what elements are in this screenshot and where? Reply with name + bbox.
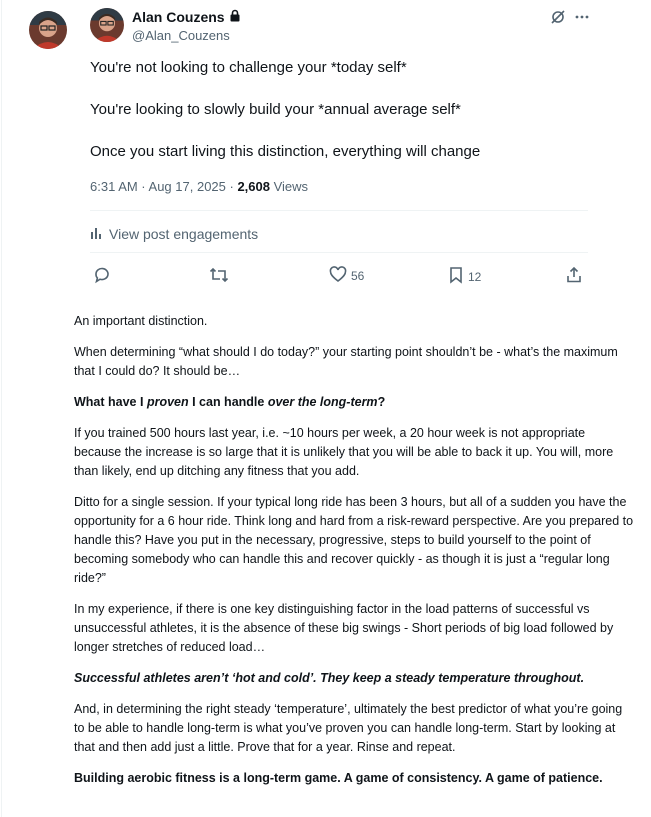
bookmark-button[interactable]: [448, 266, 481, 287]
bookmark-count: 12: [468, 269, 482, 284]
heading-emphasis: proven: [146, 395, 189, 409]
paragraph-heading: [74, 393, 634, 412]
view-engagements-label: View post engagements: [109, 226, 259, 242]
post-text-line: Once you start living this distinction, everything will change: [90, 143, 481, 160]
paragraph: Ditto for a single session. If your typical long ride has been 3 hours, but all of a sudden you have the opportunity for a 6 hour ride. Think long and hard from a risk-reward perspective. Are you prepared to handle this? Have you put in the necessary, progressive, steps to build yourself to the point of becoming somebody who can handle this and recover quickly - as though it is just a “regular long ride?”: [74, 495, 634, 585]
bookmark-icon: [448, 266, 464, 287]
repost-button[interactable]: [209, 266, 229, 287]
paragraph-conclusion: Building aerobic fitness is a long-term game. A game of consistency. A game of patience.: [74, 771, 603, 785]
divider: [90, 252, 588, 253]
quoted-post[interactable]: [74, 0, 588, 300]
timestamp[interactable]: 6:31 AM · Aug 17, 2025 ·: [90, 179, 238, 194]
heading-part: ?: [377, 395, 386, 409]
views-count: 2,608: [237, 179, 270, 194]
avatar[interactable]: [29, 11, 67, 49]
timeline-border: [1, 0, 2, 817]
post-text-line: You're not looking to challenge your *today self*: [90, 59, 407, 76]
post-text-line: You're looking to slowly build your *annual average self*: [90, 101, 461, 118]
view-engagements-link[interactable]: [90, 226, 258, 242]
paragraph: And, in determining the right steady ‘temperature’, ultimately the best predictor of what you’re going to be able to handle long-term is what you’ve proven you can handle long-term. Start by looking at that and then add just a little. Prove that for a year. Rinse and repeat.: [74, 702, 623, 754]
reply-icon: [93, 266, 111, 287]
paragraph: In my experience, if there is one key distinguishing factor in the load patterns of successful vs unsuccessful athletes, it is the absence of these big swings - Short periods of big load followed by longer stretches of reduced load…: [74, 602, 614, 654]
article-body: [74, 312, 634, 800]
analytics-icon: [90, 226, 104, 242]
like-icon: [329, 266, 347, 286]
share-button[interactable]: [566, 266, 582, 287]
paragraph: When determining “what should I do today?” your starting point shouldn’t be - what’s the maximum that I could do? It should be…: [74, 345, 618, 378]
author-avatar[interactable]: [90, 8, 124, 42]
like-count: 56: [351, 269, 365, 283]
author-handle[interactable]: @Alan_Couzens: [132, 28, 230, 43]
reply-button[interactable]: [93, 266, 111, 287]
divider: [90, 210, 588, 211]
heading-part: I can handle: [188, 395, 268, 409]
grok-icon[interactable]: [550, 9, 566, 30]
views-label: Views: [269, 179, 309, 194]
retweet-icon: [209, 266, 229, 287]
paragraph: An important distinction.: [74, 314, 208, 328]
lock-icon: [229, 9, 241, 25]
more-icon[interactable]: [574, 9, 590, 30]
like-button[interactable]: [329, 266, 364, 286]
heading-part: What have I: [74, 395, 147, 409]
action-bar: [90, 266, 588, 290]
author-name[interactable]: [132, 9, 241, 25]
author-name-text[interactable]: Alan Couzens: [132, 9, 225, 25]
paragraph: If you trained 500 hours last year, i.e. ~10 hours per week, a 20 hour week is not appropriate because the increase is so large that it is unlikely that you will be able to back it up. You will, more than likely, end up ditching any fitness that you add.: [74, 426, 614, 478]
heading-emphasis: over the long-term: [267, 395, 378, 409]
top-icons: [550, 9, 590, 30]
paragraph-emphasis: Successful athletes aren’t ‘hot and cold’. They keep a steady temperature throughout.: [74, 671, 585, 685]
post-meta: [90, 179, 308, 194]
share-icon: [566, 266, 582, 287]
